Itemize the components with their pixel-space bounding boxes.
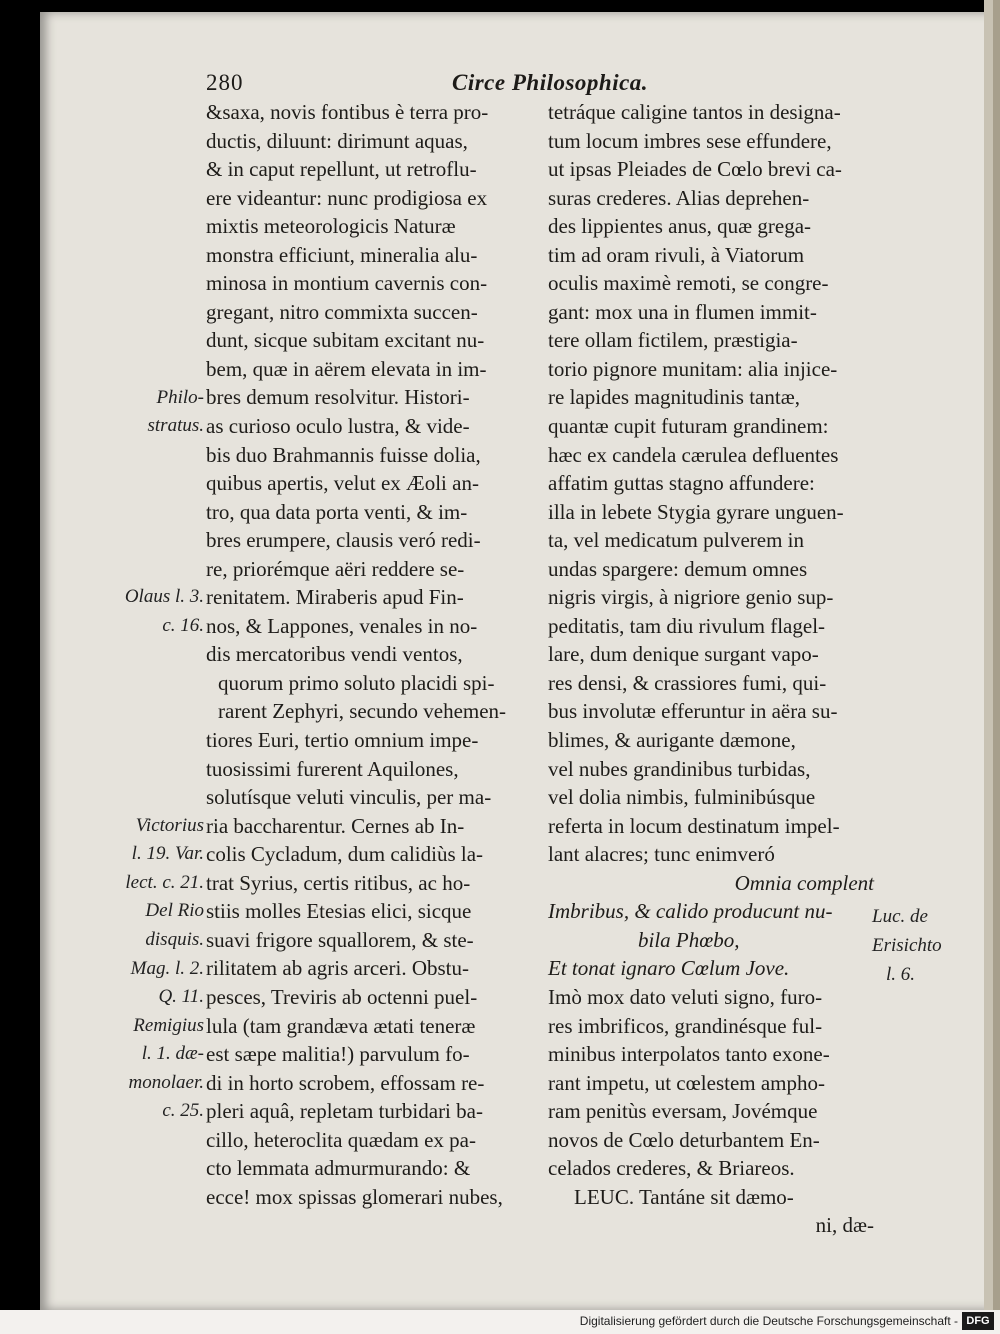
text-line: Et tonat ignaro Cœlum Jove. xyxy=(548,956,790,981)
text-line: ductis, diluunt: dirimunt aquas, xyxy=(206,128,468,153)
text-line: tetráque caligine tantos in designa- xyxy=(548,100,841,124)
marginal-note: c. 16. xyxy=(162,614,204,636)
running-head: Circe Philosophica. xyxy=(452,70,649,95)
marginal-note: l. 1. dæ- xyxy=(141,1043,204,1065)
marginal-note: stratus. xyxy=(147,415,204,437)
text-line: vel nubes grandinibus turbidas, xyxy=(548,756,811,781)
marginal-note: Del Rio xyxy=(145,900,204,922)
text-line: res densi, & crassiores fumi, qui- xyxy=(548,670,827,695)
text-line: lant alacres; tunc enimveró xyxy=(548,842,775,867)
text-line: nigris virgis, à nigriore genio sup- xyxy=(548,585,834,610)
text-line: tim ad oram rivuli, à Viatorum xyxy=(548,242,805,267)
marginal-note: Victorius xyxy=(135,814,204,836)
text-line: blimes, & aurigante dæmone, xyxy=(548,728,796,753)
text-line: hæc ex candela cærulea defluentes xyxy=(548,442,839,467)
text-line: colis Cycladum, dum calidiùs la- xyxy=(206,842,484,867)
text-line: illa in lebete Stygia gyrare unguen- xyxy=(548,499,844,524)
marginal-note: l. 19. Var. xyxy=(131,843,204,865)
text-line: undas spargere: demum omnes xyxy=(548,556,808,581)
text-line: mixtis meteorologicis Naturæ xyxy=(206,214,456,239)
text-line: dunt, sicque subitam excitant nu- xyxy=(206,328,485,353)
text-line: gant: mox una in flumen immit- xyxy=(548,299,817,324)
text-line: quantæ cupit futuram grandinem: xyxy=(548,414,829,439)
text-line: cto lemmata admurmurando: & xyxy=(206,1156,471,1181)
text-line: novos de Cœlo deturbantem En- xyxy=(548,1127,820,1152)
text-line: minibus interpolatos tanto exone- xyxy=(548,1042,830,1067)
text-line: des lippientes anus, quæ grega- xyxy=(548,214,812,239)
dfg-logo: DFG xyxy=(962,1312,994,1330)
text-line: bem, quæ in aërem elevata in im- xyxy=(206,356,487,381)
marginal-note: Q. 11. xyxy=(158,986,204,1008)
text-line: pesces, Treviris ab octenni puel- xyxy=(206,984,478,1009)
text-line: ni, dæ- xyxy=(815,1213,874,1238)
text-line: stiis molles Etesias elici, sicque xyxy=(206,899,472,924)
text-line: bis duo Brahmannis fuisse dolia, xyxy=(206,442,481,467)
footer-bar xyxy=(0,1310,1000,1334)
text-line: tum locum imbres sese effundere, xyxy=(548,128,832,153)
text-line: nos, & Lappones, venales in no- xyxy=(206,613,478,638)
text-line: celados crederes, & Briareos. xyxy=(548,1156,795,1181)
text-line: rilitatem ab agris arceri. Obstu- xyxy=(206,956,469,981)
text-line: referta in locum destinatum impel- xyxy=(548,813,840,838)
text-line: tere ollam fictilem, præstigia- xyxy=(548,328,798,353)
marginal-note: Philo- xyxy=(156,386,204,408)
text-line: lare, dum denique surgant vapo- xyxy=(548,642,819,667)
text-line: tro, qua data porta venti, & im- xyxy=(206,499,468,524)
text-line: cillo, heteroclita quædam ex pa- xyxy=(206,1127,476,1152)
marginal-note: monolaer. xyxy=(128,1071,204,1093)
text-line: vel dolia nimbis, fulminibúsque xyxy=(548,785,816,810)
text-line: re lapides magnitudinis tantæ, xyxy=(548,385,800,410)
text-line: suavi frigore squallorem, & ste- xyxy=(206,927,474,952)
text-line: & in caput repellunt, ut retroflu- xyxy=(206,157,477,182)
text-line: Imò mox dato veluti signo, furo- xyxy=(548,984,823,1009)
text-line: peditatis, tam diu rivulum flagel- xyxy=(548,613,826,638)
marginal-note: lect. c. 21. xyxy=(125,871,204,893)
text-line: LEUC. Tantáne sit dæmo- xyxy=(574,1184,794,1209)
marginal-note: l. 6. xyxy=(886,963,916,985)
text-line: est sæpe malitia!) parvulum fo- xyxy=(206,1042,470,1067)
text-line: torio pignore munitam: alia injice- xyxy=(548,356,838,381)
text-line: monstra efficiunt, mineralia alu- xyxy=(206,242,478,267)
text-line: ere videantur: nunc prodigiosa ex xyxy=(206,185,488,210)
marginal-note: Olaus l. 3. xyxy=(124,586,204,608)
text-line: tiores Euri, tertio omnium impe- xyxy=(206,728,479,753)
text-line: rarent Zephyri, secundo vehemen- xyxy=(218,699,507,724)
text-line: quibus apertis, velut ex Æoli an- xyxy=(206,471,479,496)
text-line: minosa in montium cavernis con- xyxy=(206,271,488,296)
marginal-note: c. 25. xyxy=(162,1100,204,1122)
page-edge-shadow xyxy=(993,0,1000,1310)
text-line: oculis maximè remoti, se congre- xyxy=(548,271,829,296)
text-line: bila Phœbo, xyxy=(638,927,740,952)
text-line: ria baccharentur. Cernes ab In- xyxy=(206,813,465,838)
text-line: quorum primo soluto placidi spi- xyxy=(218,670,495,695)
marginal-note: Erisichto xyxy=(872,934,942,956)
text-line: bres erumpere, clausis veró redi- xyxy=(206,528,481,553)
marginal-note: Remigius xyxy=(133,1014,204,1036)
text-line: res imbrificos, grandinésque ful- xyxy=(548,1013,823,1038)
text-line: rant impetu, ut cœlestem ampho- xyxy=(548,1070,826,1095)
text-line: gregant, nitro commixta succen- xyxy=(206,299,478,324)
text-line: re, priorémque aëri reddere se- xyxy=(206,556,465,581)
text-line: ut ipsas Pleiades de Cœlo brevi ca- xyxy=(548,157,842,182)
text-line: trat Syrius, certis ritibus, ac ho- xyxy=(206,870,471,895)
page-number: 280 xyxy=(206,70,244,95)
right-text-column xyxy=(548,98,874,1240)
marginal-note: disquis. xyxy=(145,928,204,950)
text-line: lula (tam grandæva ætati teneræ xyxy=(206,1013,476,1038)
text-line: tuosissimi furerent Aquilones, xyxy=(206,756,459,781)
text-line: suras crederes. Alias deprehen- xyxy=(548,185,810,210)
text-line: &saxa, novis fontibus è terra pro- xyxy=(206,100,489,124)
text-line: bus involutæ efferuntur in aëra su- xyxy=(548,699,838,724)
text-line: solutísque veluti vinculis, per ma- xyxy=(206,785,492,810)
text-line: as curioso oculo lustra, & vide- xyxy=(206,414,470,439)
text-line: ram penitùs eversam, Jovémque xyxy=(548,1099,818,1124)
text-line: affatim guttas stagno affundere: xyxy=(548,471,815,496)
funding-credit: Digitalisierung gefördert durch die Deutsche Forschungsgemeinschaft - xyxy=(579,1314,958,1328)
text-line: ecce! mox spissas glomerari nubes, xyxy=(206,1184,503,1209)
text-line: ta, vel medicatum pulverem in xyxy=(548,528,804,553)
text-line: bres demum resolvitur. Histori- xyxy=(206,385,470,410)
marginal-note: Luc. de xyxy=(872,906,928,928)
left-text-column xyxy=(206,98,528,1211)
text-line: di in horto scrobem, effossam re- xyxy=(206,1070,485,1095)
text-line: Imbribus, & calido producunt nu- xyxy=(548,899,833,924)
text-line: dis mercatoribus vendi ventos, xyxy=(206,642,463,667)
text-line: Omnia complent xyxy=(734,870,874,895)
marginal-note: Mag. l. 2. xyxy=(130,957,204,979)
text-line: pleri aquâ, repletam turbidari ba- xyxy=(206,1099,483,1124)
text-line: renitatem. Miraberis apud Fin- xyxy=(206,585,464,610)
